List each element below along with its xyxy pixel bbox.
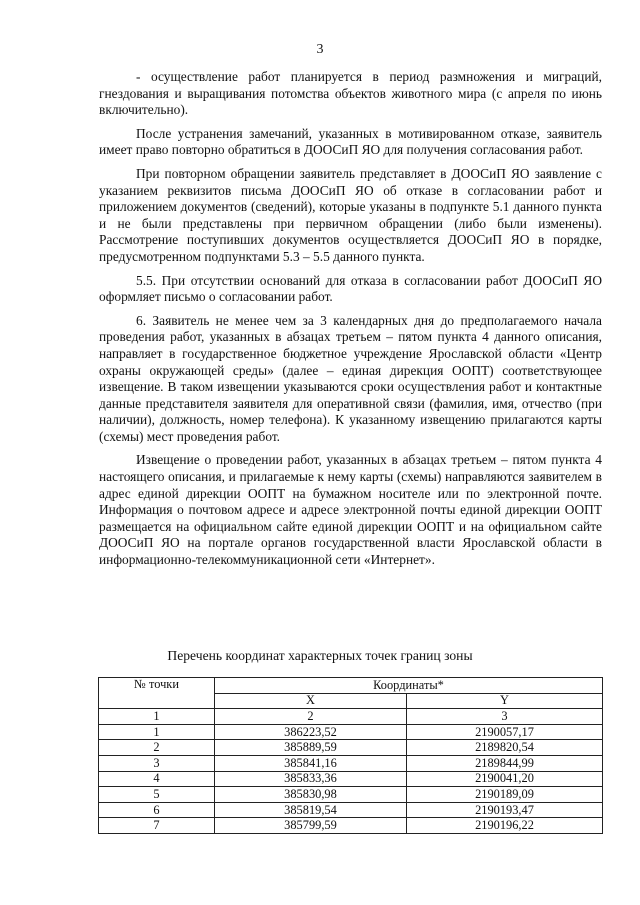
table-cell: 385889,59 xyxy=(215,740,407,756)
paragraph: 5.5. При отсутствии оснований для отказа в согласовании работ ДООСиП ЯО оформляет письмо о согласовании работ. xyxy=(99,272,602,305)
table-cell: 2189844,99 xyxy=(407,755,603,771)
table-cell: 3 xyxy=(407,709,603,725)
coordinates-table xyxy=(98,677,603,834)
page-number: 3 xyxy=(316,42,324,57)
column-header-y: Y xyxy=(407,693,603,709)
table-caption: Перечень координат характерных точек границ зоны xyxy=(167,648,473,663)
paragraph: 6. Заявитель не менее чем за 3 календарных дня до предполагаемого начала проведения работ, указанных в абзацах третьем – пятом пункта 4 данного описания, направляет в государственное бюджетное учреждение Ярославской области «Центр охраны окружающей среды» (далее – единая дирекция ООПТ) соответствующее извещение. В таком извещении указываются сроки осуществления работ и контактные данные представителя заявителя для оперативной связи (фамилия, имя, отчество (при наличии), должность, номер телефона). К указанному извещению прилагаются карты (схемы) мест проведения работ. xyxy=(99,312,602,444)
table-cell: 2190196,22 xyxy=(407,818,603,834)
table-cell: 2190189,09 xyxy=(407,787,603,803)
table-cell: 385819,54 xyxy=(215,802,407,818)
table-cell: 6 xyxy=(99,802,215,818)
table-cell: 2 xyxy=(215,709,407,725)
table-cell: 5 xyxy=(99,787,215,803)
table-cell: 386223,52 xyxy=(215,724,407,740)
table-index-row xyxy=(99,709,603,725)
table-header-row xyxy=(99,678,603,694)
paragraph: Извещение о проведении работ, указанных в абзацах третьем – пятом пункта 4 настоящего описания, и прилагаемые к нему карты (схемы) направляются заявителем в адрес единой дирекции ООПТ на бумажном носителе или по электронной почте. Информация о почтовом адресе и адресе электронной почты единой дирекции ООПТ размещается на официальном сайте единой дирекции ООПТ и на официальном сайте ДООСиП ЯО на портале органов государственной власти Ярославской области в информационно-телекоммуникационной сети «Интернет». xyxy=(99,452,602,568)
table-cell: 385833,36 xyxy=(215,771,407,787)
column-header-coordinates: Координаты* xyxy=(215,678,603,694)
table-cell: 385830,98 xyxy=(215,787,407,803)
table-cell: 2190193,47 xyxy=(407,802,603,818)
table-row xyxy=(99,787,603,803)
table-cell: 2190057,17 xyxy=(407,724,603,740)
column-header-x: X xyxy=(215,693,407,709)
table-row xyxy=(99,740,603,756)
paragraph: После устранения замечаний, указанных в мотивированном отказе, заявитель имеет право повторно обратиться в ДООСиП ЯО для получения согласования работ. xyxy=(99,125,602,158)
table-cell: 2 xyxy=(99,740,215,756)
table-cell: 7 xyxy=(99,818,215,834)
table-row xyxy=(99,818,603,834)
table-cell: 2189820,54 xyxy=(407,740,603,756)
table-cell: 1 xyxy=(99,709,215,725)
table-cell: 4 xyxy=(99,771,215,787)
table-cell: 1 xyxy=(99,724,215,740)
body-text xyxy=(99,69,602,569)
table-cell: 3 xyxy=(99,755,215,771)
table-cell: 385841,16 xyxy=(215,755,407,771)
column-header-point: № точки xyxy=(99,678,215,709)
table-row xyxy=(99,771,603,787)
table-row xyxy=(99,724,603,740)
paragraph: - осуществление работ планируется в период размножения и миграций, гнездования и выращивания потомства объектов животного мира (с апреля по июнь включительно). xyxy=(99,69,602,118)
table-row xyxy=(99,755,603,771)
table-cell: 385799,59 xyxy=(215,818,407,834)
paragraph: При повторном обращении заявитель представляет в ДООСиП ЯО заявление с указанием реквизитов письма ДООСиП ЯО об отказе в согласовании работ и приложением документов (сведений), которые указаны в подпункте 5.1 данного пункта и не были представлены при первичном обращении (либо были изменены). Рассмотрение поступивших документов осуществляется ДООСиП ЯО в порядке, предусмотренном подпунктами 5.3 – 5.5 данного пункта. xyxy=(99,165,602,264)
table-row xyxy=(99,802,603,818)
table-cell: 2190041,20 xyxy=(407,771,603,787)
